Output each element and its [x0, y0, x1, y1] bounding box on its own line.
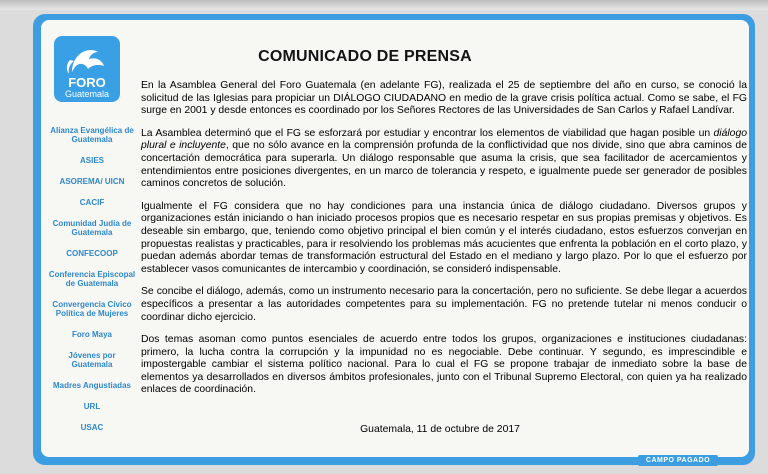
- member-item: USAC: [80, 423, 104, 432]
- paragraph-2: [141, 128, 747, 191]
- member-item: ASOREMA/ UICN: [59, 177, 125, 186]
- member-item: Madres Angustiadas: [53, 381, 131, 390]
- communique-body: [141, 80, 747, 407]
- sidebar: [41, 26, 143, 451]
- member-item: URL: [83, 402, 101, 411]
- member-item: CONFECOOP: [66, 249, 118, 258]
- paragraph-2-emphasis: diálogo plural e incluyente: [141, 127, 747, 152]
- member-item: Foro Maya: [71, 330, 112, 339]
- member-item: CACIF: [79, 198, 105, 207]
- newspaper-edge: [0, 0, 768, 10]
- paragraph-5: Dos temas asoman como puntos esenciales de acuerdo entre todos los grupos, organizaciones e instituciones ciudadanas: primero, la lucha contra la corrupción y la impunidad no es negociable. Debe continuar. Y segundo, es imprescindible e impostergable cambiar el sistema político nacional. Para lo cual el FG se propone trabajar de inmediato sobre la base de elementos ya desarrollados en diversos ámbitos profesionales, junto con el Tribunal Supremo Electoral, con quien ya ha realizado enlaces de coordinación.: [141, 334, 747, 396]
- member-item: ASIES: [79, 156, 104, 165]
- member-list: [41, 126, 143, 444]
- page-title: COMUNICADO DE PRENSA: [258, 48, 472, 65]
- member-item: Comunidad Judía de Guatemala: [52, 219, 132, 237]
- foro-guatemala-logo: [54, 36, 120, 102]
- paragraph-1: En la Asamblea General del Foro Guatemala (en adelante FG), realizada el 25 de septiembre del año en curso, se conoció la solicitud de las Iglesias para propiciar un DIÁLOGO CIUDADANO en medio de la grave crisis política actual. Como se sabe, el FG surge en 2001 y desde entonces es coordinado por los Señores Rectores de las Universidades de San Carlos y Rafael Landívar.: [141, 80, 747, 117]
- member-item: Convergencia Cívico Política de Mujeres: [52, 300, 132, 318]
- paragraph-4: Se concibe el diálogo, además, como un instrumento necesario para la concertación, pero no suficiente. Se debe llegar a acuerdos específicos a presentar a las autoridades competentes para su implementación. FG no pretende tutelar ni menos conducir o coordinar dicho ejercicio.: [141, 286, 747, 323]
- member-item: Conferencia Episcopal de Guatemala: [48, 270, 136, 288]
- paragraph-2-end: , que no sólo avance en la comprensión profunda de la conflictividad que nos divide, sino que abra caminos de concertación democrática para superarla. Un diálogo responsable que asuma la crisis, que sea facilitador de acercamientos y entendimientos entre posiciones divergentes, en un marco de tolerancia y respeto, e igualmente puede ser generador de posibles caminos concretos de solución.: [141, 140, 747, 190]
- date-line: Guatemala, 11 de octubre de 2017: [360, 424, 520, 435]
- paid-ad-badge: CAMPO PAGADO: [638, 455, 718, 466]
- member-item: Jóvenes por Guatemala: [68, 351, 116, 369]
- logo-guatemala-text: Guatemala: [64, 89, 110, 99]
- paragraph-3: Igualmente el FG considera que no hay condiciones para una instancia única de diálogo ciudadano. Diversos grupos y organizaciones están iniciando o han iniciado procesos propios que es necesario respetar en sus propias premisas y objetivos. Es deseable sin embargo, que, teniendo como objetivo principal el bien común y el interés ciudadano, estos esfuerzos converjan en propuestas realistas y practicables, para ir resolviendo los problemas más acucientes que enfrenta la población en el corto plazo, y puedan además abordar temas de transformación estructural del Estado en el mediano y largo plazo. Por lo que el esfuerzo por establecer vasos comunicantes de intercambio y coordinación, se consideró indispensable.: [141, 200, 747, 275]
- logo-foro-text: FORO: [68, 75, 106, 90]
- paragraph-2-start: La Asamblea determinó que el FG se esforzará por estudiar y encontrar los elementos de viabilidad que hagan posible un: [141, 127, 714, 139]
- member-item: Alianza Evangélica de Guatemala: [50, 126, 134, 144]
